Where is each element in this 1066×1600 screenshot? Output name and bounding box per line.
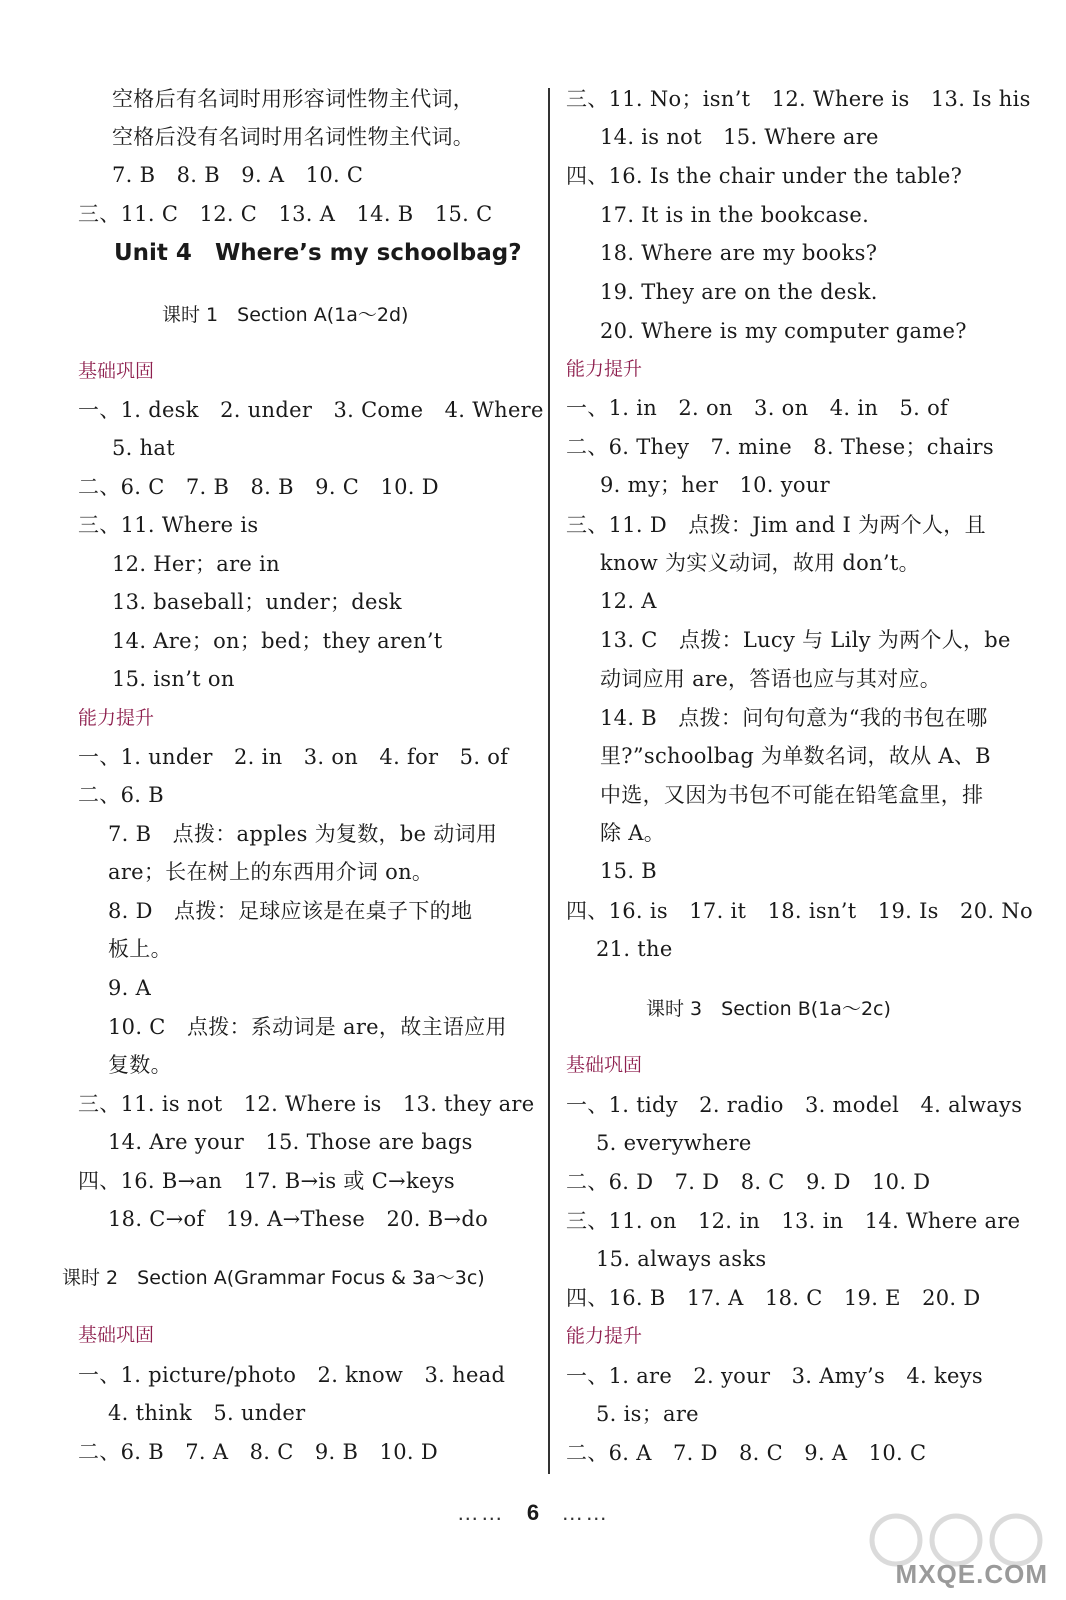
page-number: 6 bbox=[526, 1500, 540, 1525]
section-heading: 能力提升 bbox=[566, 1325, 643, 1347]
answer-line: 9. my；her 10. your bbox=[600, 473, 831, 497]
answer-line: 二、6. B bbox=[78, 783, 164, 807]
answer-line: 21. the bbox=[596, 937, 673, 961]
answer-line: 二、6. A 7. D 8. C 9. A 10. C bbox=[566, 1441, 927, 1465]
watermark-text: MXQE.COM bbox=[895, 1559, 1048, 1589]
answer-line: 7. B 8. B 9. A 10. C bbox=[112, 163, 364, 187]
answer-line: 一、1. picture/photo 2. know 3. head bbox=[78, 1363, 506, 1387]
answer-line: 12. Her；are in bbox=[112, 552, 280, 576]
answer-line: 动词应用 are，答语也应与其对应。 bbox=[600, 667, 942, 691]
answer-line: 二、6. B 7. A 8. C 9. B 10. D bbox=[78, 1440, 438, 1464]
answer-line: 二、6. C 7. B 8. B 9. C 10. D bbox=[78, 475, 439, 499]
answer-line: 4. think 5. under bbox=[108, 1401, 306, 1425]
answer-line: 二、6. They 7. mine 8. These；chairs bbox=[566, 435, 994, 459]
answer-line: 空格后有名词时用形容词性物主代词， bbox=[112, 87, 475, 111]
answer-line: 9. A bbox=[108, 976, 152, 1000]
lesson-title: 课时 2 Section A(Grammar Focus & 3a～3c) bbox=[62, 1267, 485, 1289]
answer-line: 13. C 点拨：Lucy 与 Lily 为两个人，be bbox=[600, 628, 1011, 652]
section-heading: 基础巩固 bbox=[78, 1324, 155, 1346]
answer-line: 三、11. No；isn’t 12. Where is 13. Is his bbox=[566, 87, 1031, 111]
answer-line: 四、16. B 17. A 18. C 19. E 20. D bbox=[566, 1286, 981, 1310]
answer-line: 18. C→of 19. A→These 20. B→do bbox=[108, 1207, 489, 1231]
answer-line: 一、1. tidy 2. radio 3. model 4. always bbox=[566, 1093, 1023, 1117]
answer-line: 14. Are；on；bed；they aren’t bbox=[112, 629, 443, 653]
answer-line: 四、16. Is the chair under the table? bbox=[566, 164, 963, 188]
answer-line: 5. hat bbox=[112, 436, 175, 460]
answer-line: 除 A。 bbox=[600, 821, 666, 845]
answer-line: 13. baseball；under；desk bbox=[112, 590, 402, 614]
footer-dots-left: …… bbox=[456, 1500, 505, 1525]
answer-line: 板上。 bbox=[108, 937, 172, 961]
answer-line: 一、1. are 2. your 3. Amy’s 4. keys bbox=[566, 1364, 983, 1388]
answer-line: 19. They are on the desk. bbox=[600, 280, 878, 304]
answer-line: 四、16. is 17. it 18. isn’t 19. Is 20. No bbox=[566, 899, 1033, 923]
answer-line: 里?”schoolbag 为单数名词，故从 A、B bbox=[600, 744, 991, 768]
answer-line: 14. Are your 15. Those are bags bbox=[108, 1130, 473, 1154]
lesson-title: 课时 1 Section A(1a～2d) bbox=[162, 304, 409, 326]
answer-line: are；长在树上的东西用介词 on。 bbox=[108, 860, 434, 884]
answer-line: 15. always asks bbox=[596, 1247, 767, 1271]
answer-line: 17. It is in the bookcase. bbox=[600, 203, 870, 227]
answer-line: 15. isn’t on bbox=[112, 667, 235, 691]
answer-line: 三、11. C 12. C 13. A 14. B 15. C bbox=[78, 202, 493, 226]
answer-line: 中选，又因为书包不可能在铅笔盒里，排 bbox=[600, 783, 984, 807]
answer-line: 14. B 点拨：问句句意为“我的书包在哪 bbox=[600, 706, 988, 730]
answer-line: 一、1. in 2. on 3. on 4. in 5. of bbox=[566, 396, 949, 420]
answer-line: 复数。 bbox=[108, 1053, 172, 1077]
answer-line: 18. Where are my books? bbox=[600, 241, 878, 265]
answer-line: know 为实义动词，故用 don’t。 bbox=[600, 551, 920, 575]
answer-line: 10. C 点拨：系动词是 are，故主语应用 bbox=[108, 1015, 507, 1039]
column-divider bbox=[548, 88, 550, 1474]
answer-line: 14. is not 15. Where are bbox=[600, 125, 879, 149]
lesson-title: 课时 3 Section B(1a～2c) bbox=[646, 998, 891, 1020]
unit-title: Unit 4 Where’s my schoolbag? bbox=[114, 240, 522, 266]
section-heading: 能力提升 bbox=[566, 358, 643, 380]
answer-line: 四、16. B→an 17. B→is 或 C→keys bbox=[78, 1169, 455, 1193]
answer-line: 一、1. under 2. in 3. on 4. for 5. of bbox=[78, 745, 509, 769]
answer-line: 三、11. on 12. in 13. in 14. Where are bbox=[566, 1209, 1021, 1233]
answer-line: 空格后没有名词时用名词性物主代词。 bbox=[112, 125, 475, 149]
answer-line: 一、1. desk 2. under 3. Come 4. Where bbox=[78, 398, 544, 422]
answer-line: 20. Where is my computer game? bbox=[600, 319, 967, 343]
answer-line: 15. B bbox=[600, 859, 658, 883]
answer-line: 12. A bbox=[600, 589, 657, 613]
answer-line: 三、11. is not 12. Where is 13. they are bbox=[78, 1092, 535, 1116]
answer-line: 7. B 点拨：apples 为复数，be 动词用 bbox=[108, 822, 498, 846]
answer-line: 8. D 点拨：足球应该是在桌子下的地 bbox=[108, 899, 473, 923]
section-heading: 基础巩固 bbox=[78, 360, 155, 382]
answer-line: 5. everywhere bbox=[596, 1131, 752, 1155]
section-heading: 能力提升 bbox=[78, 707, 155, 729]
section-heading: 基础巩固 bbox=[566, 1054, 643, 1076]
answer-line: 5. is；are bbox=[596, 1402, 699, 1426]
answer-line: 三、11. Where is bbox=[78, 513, 259, 537]
footer-dots-right: …… bbox=[561, 1500, 610, 1525]
answer-line: 二、6. D 7. D 8. C 9. D 10. D bbox=[566, 1170, 931, 1194]
answer-line: 三、11. D 点拨：Jim and I 为两个人，且 bbox=[566, 513, 986, 537]
